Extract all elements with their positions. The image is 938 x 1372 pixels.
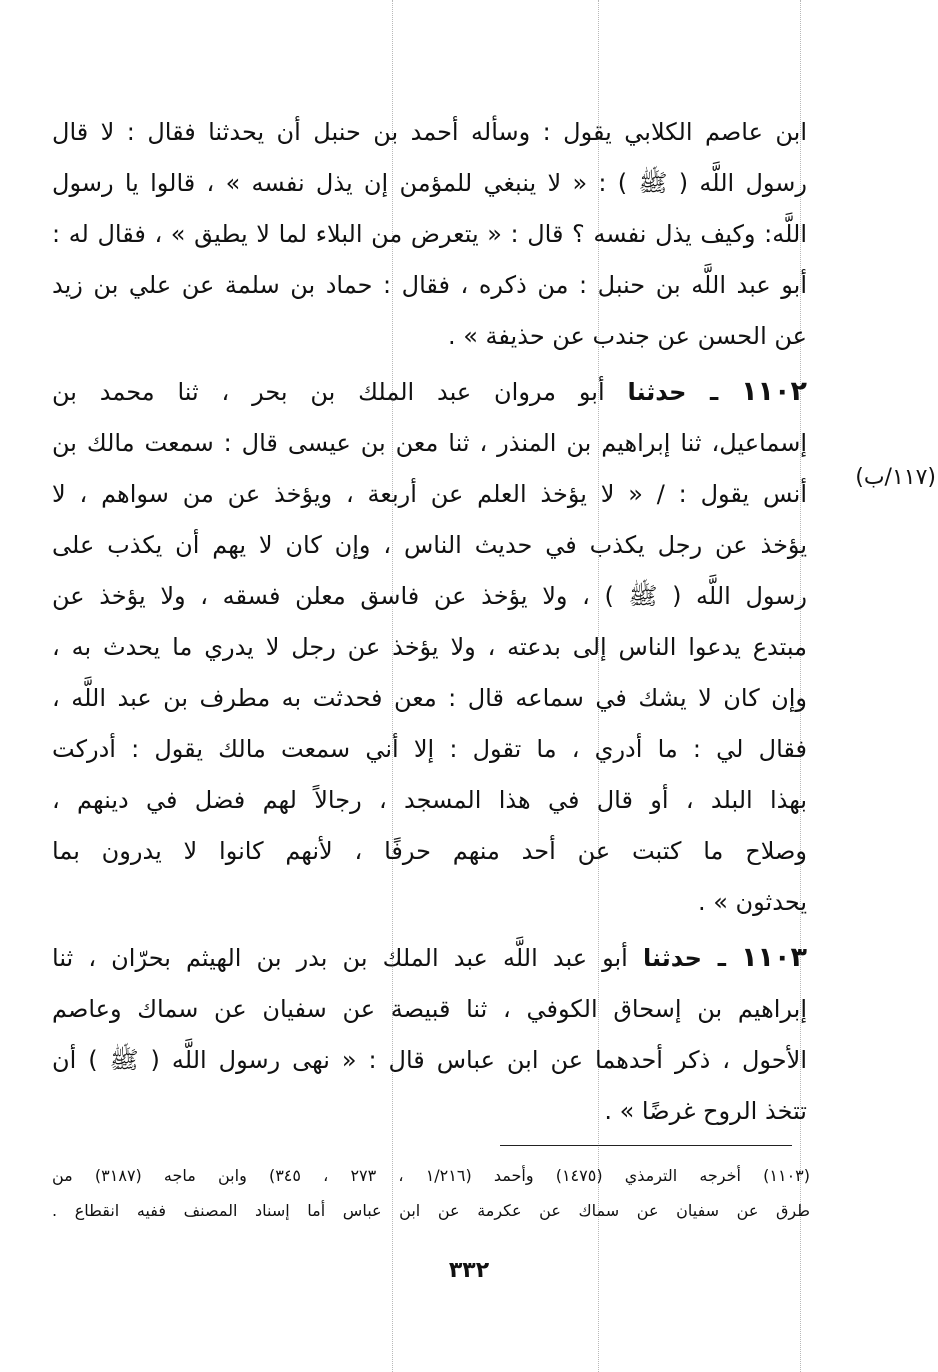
- text-line: عن الحسن عن جندب عن حذيفة » .: [447, 322, 807, 350]
- text-line: يؤخذ عن رجل يكذب في حديث الناس ، وإن كان لا يهم أن يكذب على: [52, 531, 807, 559]
- footnote: [52, 1158, 810, 1228]
- text-line: الأحول ، ذكر أحدهما عن ابن عباس قال : « نهى رسول اللَّه ( ﷺ ) أن: [52, 1046, 807, 1074]
- text-line: وإن كان لا يشك في سماعه قال : معن فحدثت به مطرف بن عبد اللَّه ،: [52, 684, 807, 712]
- text-line: [52, 932, 807, 984]
- hadith-lead: ـ حدثنا: [642, 944, 726, 972]
- text-line: وصلاح ما كتبت عن أحد منهم حرفًا ، لأنهم كانوا لا يدرون بما: [52, 837, 807, 865]
- hadith-lead: ـ حدثنا: [627, 378, 719, 406]
- text-segment: أبو عبد اللَّه عبد الملك بن بدر بن الهيثم بحرّان ، ثنا: [52, 944, 628, 972]
- text-line: أنس يقول : / « لا يؤخذ العلم عن أربعة ، ويؤخذ عن من سواهم ، لا: [52, 480, 807, 508]
- footnote-separator: [500, 1145, 792, 1146]
- paragraph-3: [52, 932, 807, 1137]
- paragraph-2: [52, 366, 807, 928]
- text-line: أبو عبد اللَّه بن حنبل : من ذكره ، فقال : حماد بن سلمة عن علي بن زيد: [52, 271, 807, 299]
- text-segment: أبو مروان عبد الملك بن بحر ، ثنا محمد بن: [52, 378, 605, 406]
- text-line: يحدثون » .: [697, 888, 807, 916]
- text-line: مبتدع يدعوا الناس إلى بدعته ، ولا يؤخذ عن رجل لا يدري ما يحدث به ،: [52, 633, 807, 661]
- text-line: إبراهيم بن إسحاق الكوفي ، ثنا قبيصة عن سفيان عن سماك وعاصم: [52, 995, 807, 1023]
- text-line: رسول اللَّه ( ﷺ ) : « لا ينبغي للمؤمن إن يذل نفسه » ، قالوا يا رسول: [52, 169, 807, 197]
- hadith-number: ١١٠٣: [741, 942, 807, 973]
- footnote-line: (١١٠٣) أخرجه الترمذي (١٤٧٥) وأحمد (١/٢١٦ ، ٢٧٣ ، ٣٤٥) وابن ماجه (٣١٨٧) من: [52, 1166, 810, 1185]
- hadith-number: ١١٠٢: [741, 376, 807, 407]
- text-line: [52, 366, 807, 418]
- main-text: [52, 107, 807, 1137]
- text-line: فقال لي : ما أدري ، ما تقول : إلا أني سمعت مالك يقول : أدركت: [52, 735, 807, 763]
- text-line: بهذا البلد ، أو قال في هذا المسجد ، رجالاً لهم فضل في دينهم ،: [52, 786, 807, 814]
- paragraph-1: [52, 107, 807, 362]
- text-line: إسماعيل، ثنا إبراهيم بن المنذر ، ثنا معن بن عيسى قال : سمعت مالك بن: [52, 429, 807, 457]
- text-line: رسول اللَّه ( ﷺ ) ، ولا يؤخذ عن فاسق معلن فسقه ، ولا يؤخذ عن: [52, 582, 807, 610]
- text-line: اللَّه: وكيف يذل نفسه ؟ قال : « يتعرض من البلاء لما لا يطيق » ، فقال له :: [52, 220, 807, 248]
- text-line: ابن عاصم الكلابي يقول : وسأله أحمد بن حنبل أن يحدثنا فقال : لا قال: [52, 118, 807, 146]
- margin-folio-note: (١١٧/ب): [855, 465, 936, 490]
- text-line: تتخذ الروح غرضًا » .: [604, 1097, 807, 1125]
- footnote-line: طرق عن سفيان عن سماك عن عكرمة عن ابن عباس أما إسناد المصنف ففيه انقطاع .: [52, 1201, 810, 1220]
- page-number: ٣٣٢: [448, 1258, 490, 1283]
